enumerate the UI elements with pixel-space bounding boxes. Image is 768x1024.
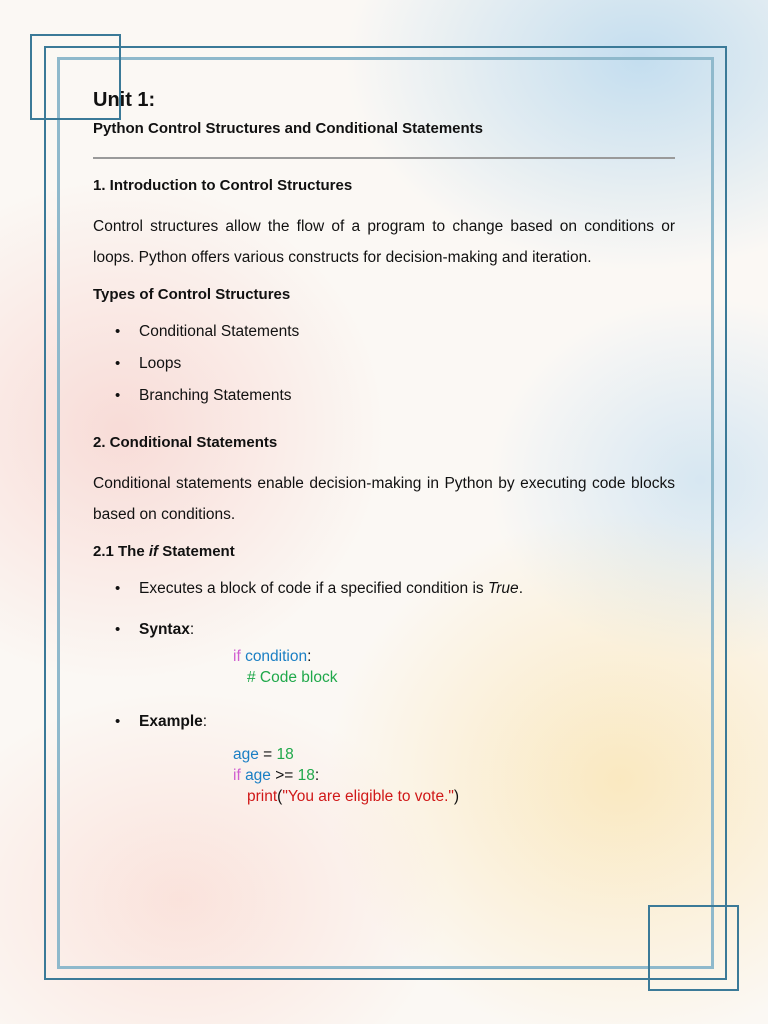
code-line <box>233 765 675 786</box>
unit-subtitle: Python Control Structures and Conditional Statements <box>93 120 484 137</box>
list-item: • Conditional Statements <box>139 316 675 348</box>
example-bullets <box>93 706 675 738</box>
section2-heading: 2. Conditional Statements <box>93 434 278 451</box>
bullet-end: . <box>518 580 523 597</box>
heading-prefix: 2.1 The <box>93 543 149 560</box>
code-line <box>233 744 675 765</box>
heading-suffix: Statement <box>158 543 235 560</box>
corner-accent-bottom-right <box>648 905 739 991</box>
document-content <box>93 86 675 807</box>
list-item <box>139 573 675 605</box>
code-function: print <box>247 788 278 805</box>
code-operator: = <box>258 746 277 763</box>
code-number: 18 <box>276 746 294 763</box>
section2-paragraph: Conditional statements enable decision-making in Python by executing code blocks based on conditions. <box>93 475 675 523</box>
example-code-block <box>93 744 675 807</box>
code-keyword: if <box>233 767 241 784</box>
unit-title: Unit 1: <box>93 89 156 111</box>
code-variable: age <box>245 767 271 784</box>
heading-keyword: if <box>148 543 159 560</box>
code-line <box>233 646 675 667</box>
bullet-emphasis: True <box>487 580 519 597</box>
code-keyword: if <box>233 648 241 665</box>
syntax-label: Syntax <box>139 621 190 638</box>
code-number: 18 <box>297 767 315 784</box>
code-colon: : <box>307 648 312 665</box>
list-item <box>139 706 675 738</box>
types-list <box>93 316 675 412</box>
code-paren: ( <box>277 788 283 805</box>
list-item: • Loops <box>139 348 675 380</box>
divider <box>93 157 675 159</box>
code-colon: : <box>314 767 320 784</box>
bullet-text: Executes a block of code if a specified condition is <box>139 580 488 597</box>
code-operator: >= <box>270 767 298 784</box>
example-colon: : <box>202 713 208 730</box>
code-line <box>233 786 675 807</box>
code-variable: condition <box>245 648 308 665</box>
section1-paragraph: Control structures allow the flow of a program to change based on conditions or loops. Python offers various constructs for decision-making and iteration. <box>93 218 675 266</box>
code-comment: # Code block <box>247 669 338 686</box>
types-heading: Types of Control Structures <box>93 286 291 303</box>
example-label: Example <box>139 713 203 730</box>
syntax-code-block <box>93 646 675 688</box>
section1-heading: 1. Introduction to Control Structures <box>93 177 353 194</box>
list-item: • Branching Statements <box>139 380 675 412</box>
code-variable: age <box>233 746 259 763</box>
list-item <box>139 614 675 646</box>
code-string: "You are eligible to vote." <box>282 788 454 805</box>
code-line <box>233 667 675 688</box>
if-statement-heading <box>93 541 675 563</box>
syntax-colon: : <box>189 621 195 638</box>
code-paren: ) <box>453 788 460 805</box>
if-bullets <box>93 573 675 646</box>
